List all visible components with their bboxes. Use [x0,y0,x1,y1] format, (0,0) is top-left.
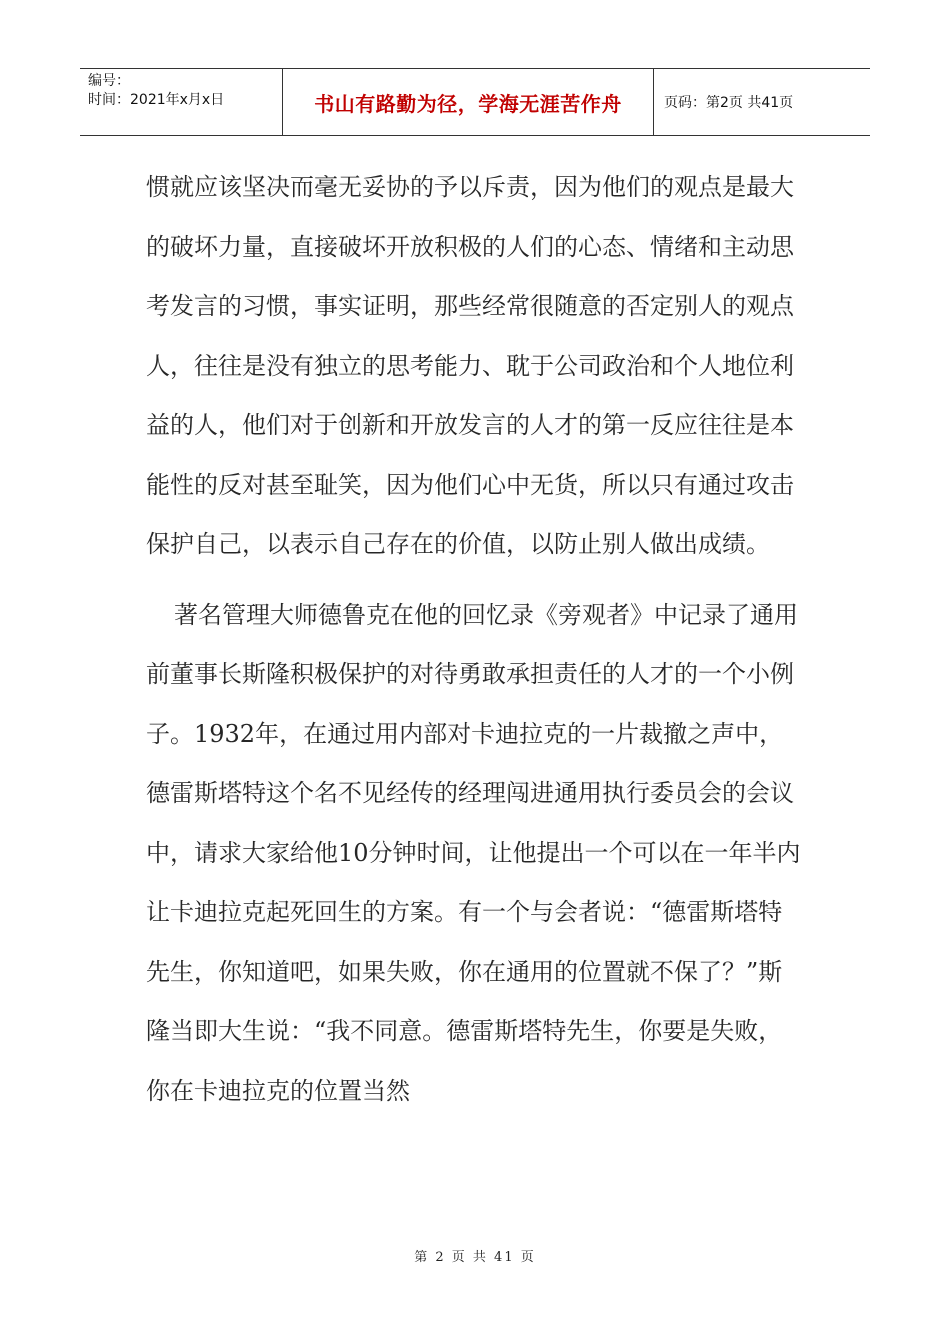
header-page-info: 页码：第2页 共41页 [664,95,794,111]
header-motto: 书山有路勤为径，学海无涯苦作舟 [282,69,654,135]
date-label: 时间：2021年x月x日 [88,92,225,108]
document-body [146,158,806,1121]
page-footer: 第 2 页 共 41 页 [414,1250,536,1265]
header-meta [80,69,282,135]
page-header [80,68,870,136]
body-paragraph-1: 惯就应该坚决而毫无妥协的予以斥责，因为他们的观点是最大的破坏力量，直接破坏开放积极的人们的心态、情绪和主动思考发言的习惯，事实证明，那些经常很随意的否定别人的观点人，往往是没有独立的思考能力、耽于公司政治和个人地位利益的人，他们对于创新和开放发言的人才的第一反应往往是本能性的反对甚至耻笑，因为他们心中无货，所以只有通过攻击保护自己，以表示自己存在的价值，以防止别人做出成绩。 [146,173,794,558]
number-label: 编号： [88,73,130,89]
body-paragraph-2: 著名管理大师德鲁克在他的回忆录《旁观者》中记录了通用前董事长斯隆积极保护的对待勇敢承担责任的人才的一个小例子。1932年，在通过用内部对卡迪拉克的一片裁撤之声中，德雷斯塔特这个名不见经传的经理闯进通用执行委员会的会议中，请求大家给他10分钟时间，让他提出一个可以在一年半内让卡迪拉克起死回生的方案。有一个与会者说：“德雷斯塔特先生，你知道吧，如果失败，你在通用的位置就不保了？”斯隆当即大生说：“我不同意。德雷斯塔特先生，你要是失败，你在卡迪拉克的位置当然 [146,600,801,1105]
